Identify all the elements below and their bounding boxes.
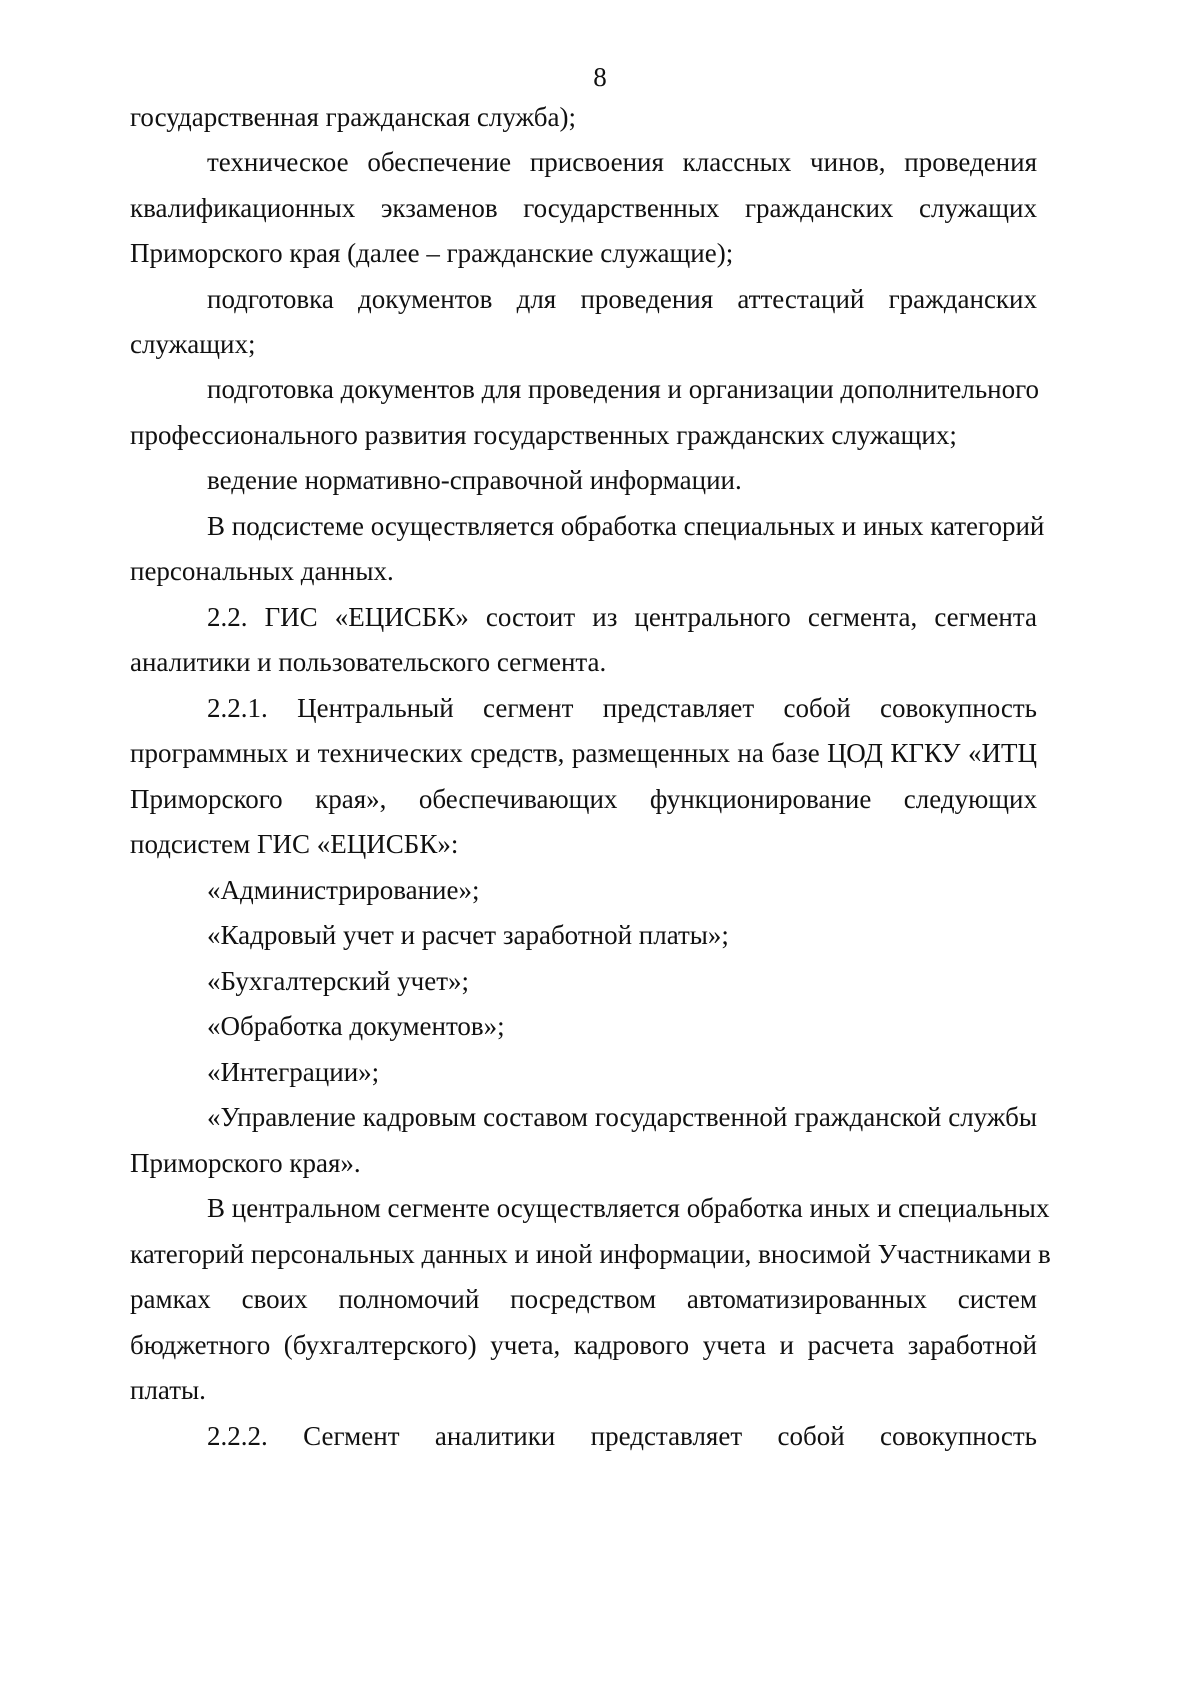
- text-line: персональных данных.: [130, 556, 394, 586]
- text-line: «Управление кадровым составом государственной гражданской службы: [207, 1102, 1037, 1132]
- text-line: 2.2.2. Сегмент аналитики представляет собой совокупность: [207, 1421, 1037, 1451]
- text-line: «Бухгалтерский учет»;: [207, 966, 469, 996]
- text-line: бюджетного (бухгалтерского) учета, кадрового учета и расчета заработной: [130, 1330, 1037, 1360]
- text-line: платы.: [130, 1375, 206, 1405]
- text-line: квалификационных экзаменов государственных гражданских служащих: [130, 193, 1037, 223]
- text-line: программных и технических средств, размещенных на базе ЦОД КГКУ «ИТЦ: [130, 738, 1037, 768]
- text-line: «Администрирование»;: [207, 875, 480, 905]
- text-line: «Кадровый учет и расчет заработной платы»;: [207, 920, 729, 950]
- text-line: Приморского края (далее – гражданские служащие);: [130, 238, 734, 268]
- text-line: «Обработка документов»;: [207, 1011, 505, 1041]
- text-line: техническое обеспечение присвоения классных чинов, проведения: [207, 147, 1037, 177]
- text-line: аналитики и пользовательского сегмента.: [130, 647, 607, 677]
- text-line: рамках своих полномочий посредством автоматизированных систем: [130, 1284, 1037, 1314]
- text-line: подготовка документов для проведения аттестаций гражданских: [207, 284, 1037, 314]
- text-line: ведение нормативно-справочной информации.: [207, 465, 742, 495]
- page-number: 8: [593, 62, 607, 92]
- text-line: В подсистеме осуществляется обработка специальных и иных категорий: [207, 511, 1045, 541]
- text-line: «Интеграции»;: [207, 1057, 380, 1087]
- text-line: служащих;: [130, 329, 256, 359]
- text-line: Приморского края».: [130, 1148, 361, 1178]
- text-line: категорий персональных данных и иной информации, вносимой Участниками в: [130, 1239, 1051, 1269]
- text-line: профессионального развития государственных гражданских служащих;: [130, 420, 957, 450]
- text-line: 2.2.1. Центральный сегмент представляет собой совокупность: [207, 693, 1037, 723]
- text-line: 2.2. ГИС «ЕЦИСБК» состоит из центрального сегмента, сегмента: [207, 602, 1037, 632]
- text-line: подсистем ГИС «ЕЦИСБК»:: [130, 829, 459, 859]
- text-line: государственная гражданская служба);: [130, 102, 576, 132]
- text-line: Приморского края», обеспечивающих функционирование следующих: [130, 784, 1037, 814]
- text-line: В центральном сегменте осуществляется обработка иных и специальных: [207, 1193, 1050, 1223]
- text-line: подготовка документов для проведения и организации дополнительного: [207, 374, 1040, 404]
